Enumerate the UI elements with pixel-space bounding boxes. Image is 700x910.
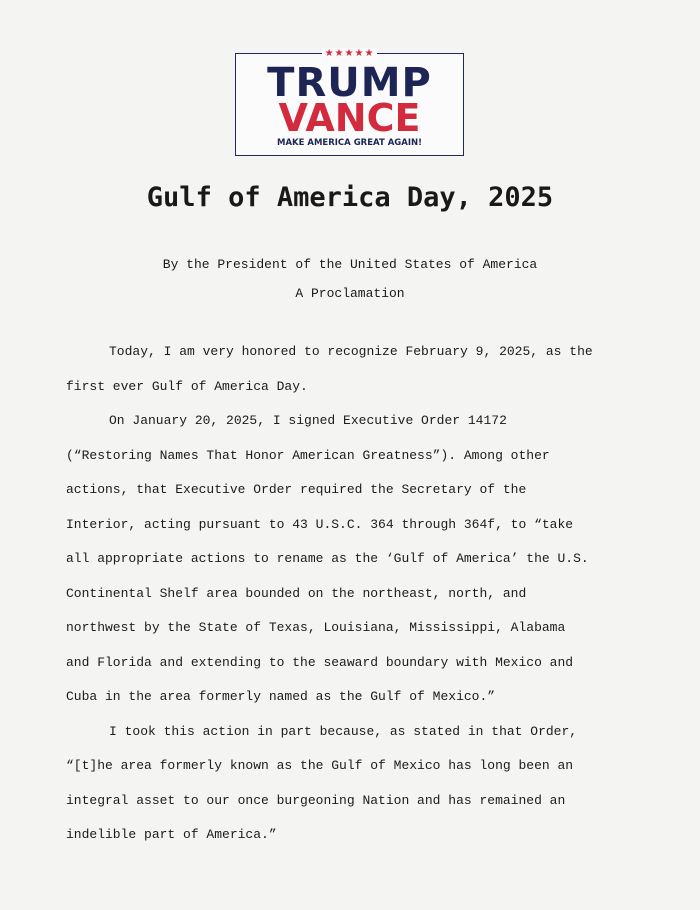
body-paragraph: I took this action in part because, as stated in that Order, “[t]he area formerly known as the Gulf of Mexico has long been an integral asset to our once burgeoning Nation and has remained an indelible part of America.” bbox=[66, 723, 578, 842]
logo-trump-text: TRUMP bbox=[267, 60, 432, 106]
logo-tagline: MAKE AMERICA GREAT AGAIN! bbox=[276, 138, 422, 148]
byline: By the President of the United States of America bbox=[162, 257, 538, 272]
body-paragraph: Today, I am very honored to recognize February 9, 2025, as the first ever Gulf of America Day. bbox=[66, 344, 593, 394]
campaign-logo bbox=[235, 48, 464, 156]
logo-vance-text: VANCE bbox=[278, 96, 421, 140]
document-title: Gulf of America Day, 2025 bbox=[146, 182, 554, 213]
logo-stars: ★★★★★ bbox=[236, 47, 463, 61]
proclamation-body bbox=[66, 335, 656, 853]
body-paragraph: On January 20, 2025, I signed Executive Order 14172 (“Restoring Names That Honor American Greatness”). Among other actions, that Executive Order required the Secretary of the Interior, acting pursuant to 43 U.S.C. 364 through 364f, to “take all appropriate actions to rename as the ‘Gulf of America’ the U.S. Continental Shelf area bounded on the northeast, north, and northwest by the State of Texas, Louisiana, Mississippi, Alabama and Florida and extending to the seaward boundary with Mexico and Cuba in the area formerly named as the Gulf of Mexico.” bbox=[66, 413, 589, 704]
proclamation-label: A Proclamation bbox=[295, 286, 405, 301]
